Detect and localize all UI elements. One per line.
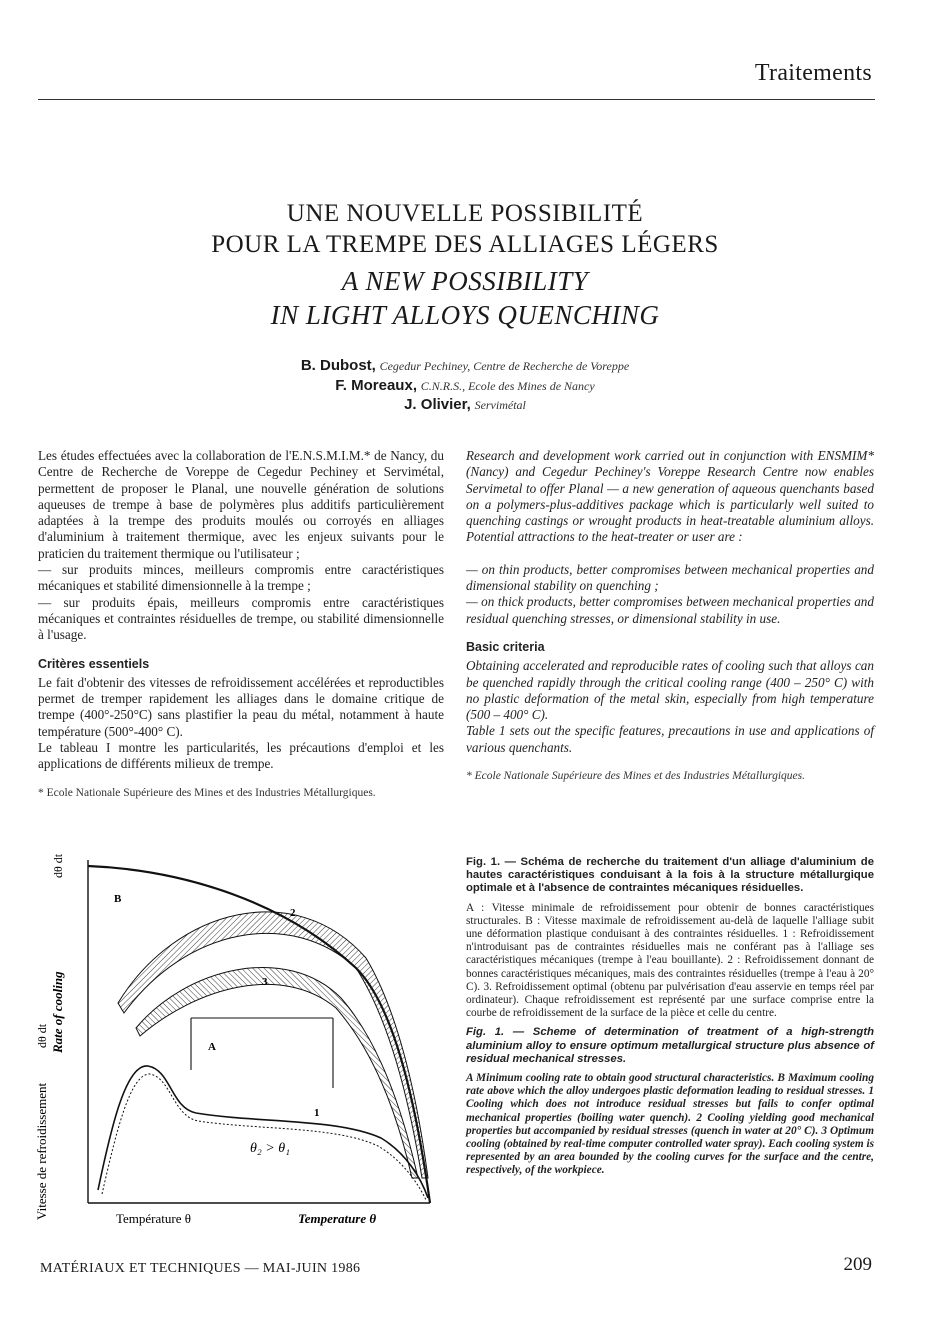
bullet-item: — sur produits épais, meilleurs compromis entre caractéristiques mécaniques et contraintes résiduelles de trempe, ou stabilité dimensionnelle à l'usage.: [38, 594, 444, 643]
footnote: * Ecole Nationale Supérieure des Mines et des Industries Métallurgiques.: [466, 770, 805, 783]
journal-footer: MATÉRIAUX ET TECHNIQUES — MAI-JUIN 1986: [40, 1261, 361, 1276]
title-fr-line2: POUR LA TREMPE DES ALLIAGES LÉGERS: [211, 231, 719, 258]
title-en-line1: A NEW POSSIBILITY: [341, 266, 589, 296]
xlabel-fr: Température θ: [116, 1211, 191, 1226]
author-name: J. Olivier,: [404, 396, 471, 413]
author-affiliation: C.N.R.S., Ecole des Mines de Nancy: [420, 379, 595, 393]
header-rule: [38, 99, 875, 100]
section-label: Traitements: [754, 60, 872, 86]
bullet-item: — on thin products, better compromises between mechanical properties and dimensional stability on quenching ;: [466, 561, 874, 594]
ylabel-fr: Vitesse de refroidissement: [34, 1082, 49, 1220]
bullet-item: — on thick products, better compromises between mechanical properties and residual quenching stresses, or dimensional stability in use.: [466, 594, 874, 626]
caption-body-en: A Minimum cooling rate to obtain good structural characteristics. B Maximum cooling rate above which the alloy undergoes plastic deformation leading to residual stresses. 1 Cooling which does not introduce residual stresses but fails to confer optimal mechanical properties (boiling water quench). 2 Cooling yielding good mechanical properties but accompanied by residual stresses (quench in water at 20° C). 3 Optimum cooling (obtained by real-time computer controlled water spray). Each cooling system is represented by an area bounded by the cooling curves for the surface and the centre, respectively, of the workpiece.: [466, 1072, 874, 1177]
label-3: 3: [262, 976, 268, 988]
label-1: 1: [314, 1107, 320, 1119]
cooling-rate-diagram: [36, 848, 440, 1238]
curve-1-upper: [98, 1066, 428, 1198]
author-affiliation: Servimétal: [474, 398, 526, 412]
footnote: * Ecole Nationale Supérieure des Mines et des Industries Métallurgiques.: [38, 786, 376, 799]
ylabel-symbol-en: dθ dt: [51, 853, 65, 878]
body-paragraph: Obtaining accelerated and reproducible rates of cooling such that alloys can be quenched rapidly through the critical cooling range (400 – 250° C) with no plastic deformation of the metal skin, especially from high temperature (500 – 400° C).: [466, 658, 874, 723]
caption-body-fr: A : Vitesse minimale de refroidissement pour obtenir de bonnes caractéristiques structurales. B : Vitesse maximale de refroidissement au-delà de laquelle l'alliage subit une déformation plastique conduisant à des contraintes résiduelles. 1 : Refroidissement n'introduisant pas de contraintes résiduelles mais ne conférant pas à l'alliage ses caractéristiques mécaniques (trempe à l'eau bouillante). 2 : Refroidissement donnant de bonnes caractéristiques mécaniques, mais des contraintes résiduelles (trempe à l'eau à 20° C). 3. Refroidissement optimal (obtenu par pulvérisation d'eau asservie en temps réel par ordinateur). Chaque refroidissement est représenté par une surface comprise entre la courbe de refroidissement de la surface de la pièce et celle du centre.: [466, 901, 874, 1020]
label-2: 2: [290, 907, 296, 919]
page-number: 209: [843, 1254, 872, 1275]
caption-heading-fr: Fig. 1. — Schéma de recherche du traitement d'un alliage d'aluminium de hautes caractéristiques conduisant à la fois à la structure métallurgique optimale et à l'absence de contraintes mécaniques résiduelles.: [466, 856, 874, 895]
french-column: [38, 448, 444, 801]
english-column: [466, 448, 874, 784]
figure-caption: [466, 856, 874, 1184]
caption-heading-en: Fig. 1. — Scheme of determination of treatment of a high-strength aluminium alloy to ensure optimum metallurgical structure plus absence of residual mechanical stresses.: [466, 1026, 874, 1065]
author-line: [0, 377, 930, 395]
title-fr-line1: UNE NOUVELLE POSSIBILITÉ: [286, 200, 644, 227]
body-paragraph: Le fait d'obtenir des vitesses de refroidissement accélérées et reproductibles permet de tremper rapidement les alliages dans le domaine critique de trempe (400°-250°C) sans plastifier la peau du métal, notamment à haute température (500°-400° C).: [38, 674, 444, 739]
body-paragraph: Le tableau I montre les particularités, les précautions d'emploi et les applications de différents milieux de trempe.: [38, 740, 444, 772]
section-heading: Critères essentiels: [38, 656, 150, 671]
author-name: B. Dubost,: [300, 357, 376, 374]
section-heading: Basic criteria: [466, 639, 545, 654]
title-en-line2: IN LIGHT ALLOYS QUENCHING: [270, 300, 660, 330]
figure-1: [36, 848, 440, 1238]
author-line: [0, 396, 930, 414]
label-b: B: [114, 893, 122, 905]
xlabel-en: Temperature θ: [298, 1211, 377, 1226]
intro-paragraph: Research and development work carried out in conjunction with ENSMIM* (Nancy) and Cegedur Pechiney's Voreppe Research Centre now enables Servimetal to offer Planal — a new generation of aqueous quenchants based on a polymers-plus-additives package which is particularly well suited to quenching castings or wrought products in heat-treatable aluminium alloys. Potential attractions to the heat-treater or user are :: [466, 448, 874, 545]
theta-annotation: θ₂ > θ₁: [250, 1141, 290, 1156]
author-name: F. Moreaux,: [335, 377, 417, 394]
label-a: A: [208, 1041, 216, 1053]
author-line: [0, 357, 930, 375]
body-paragraph: Table 1 sets out the specific features, precautions in use and applications of various quenchants.: [466, 723, 874, 755]
author-affiliation: Cegedur Pechiney, Centre de Recherche de Voreppe: [379, 359, 630, 373]
intro-paragraph: Les études effectuées avec la collaboration de l'E.N.S.M.I.M.* de Nancy, du Centre de Recherche de Voreppe de Cegedur Pechiney et Servimétal, permettent de proposer le Planal, une nouvelle génération de solutions aqueuses de trempe à base de polymères plus additifs particulièrement adaptées à la trempe des produits moulés ou corroyés en alliages d'aluminium à traitement thermique, avec les enjeux suivants pour le praticien du traitement thermique ou l'utilisateur ;: [38, 448, 444, 561]
ylabel-en: Rate of cooling: [50, 971, 65, 1053]
bullet-item: — sur produits minces, meilleurs compromis entre caractéristiques mécaniques et stabilité dimensionnelle à la trempe ;: [38, 562, 444, 594]
ylabel-symbol-fr: dθ dt: [35, 1023, 49, 1048]
